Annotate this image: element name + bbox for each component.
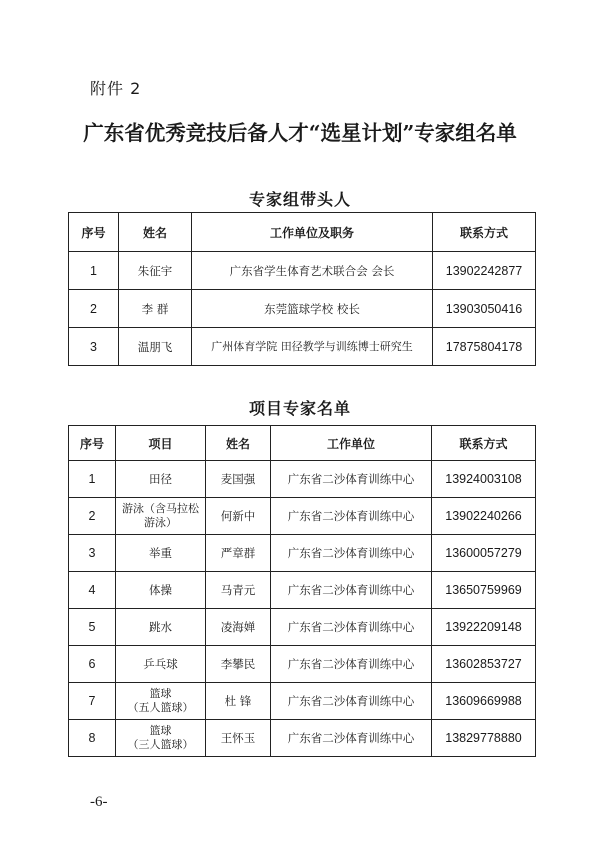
leaders-header-row: [69, 213, 536, 252]
page-number: -6-: [90, 794, 108, 810]
cell-phone: 13922209148: [432, 609, 536, 646]
cell-name: 何新中: [206, 498, 271, 535]
table-row: [69, 290, 536, 328]
cell-name: 温朋飞: [119, 328, 192, 366]
cell-name: 严章群: [206, 535, 271, 572]
cell-sport: [116, 498, 206, 535]
sport-line-1: 篮球: [149, 687, 172, 700]
header-no: 序号: [69, 213, 119, 252]
cell-sport: [116, 461, 206, 498]
experts-table: [68, 425, 536, 757]
cell-unit: 广东省二沙体育训练中心: [271, 683, 432, 720]
table-row: [69, 461, 536, 498]
cell-sport: [116, 720, 206, 757]
cell-phone: 13902240266: [432, 498, 536, 535]
cell-unit: 广东省二沙体育训练中心: [271, 535, 432, 572]
experts-section-title: 项目专家名单: [248, 399, 351, 418]
cell-name: 王怀玉: [206, 720, 271, 757]
cell-phone: 13602853727: [432, 646, 536, 683]
cell-no: 7: [69, 683, 116, 720]
cell-phone: 13829778880: [432, 720, 536, 757]
header-contact: 联系方式: [432, 426, 536, 461]
cell-sport: [116, 646, 206, 683]
table-row: [69, 646, 536, 683]
cell-sport: [116, 683, 206, 720]
cell-no: 3: [69, 535, 116, 572]
leaders-table: [68, 212, 536, 366]
cell-sport: [116, 609, 206, 646]
sport-line-2: 游泳）: [144, 516, 177, 529]
cell-sport: [116, 572, 206, 609]
header-no: 序号: [69, 426, 116, 461]
experts-header-row: [69, 426, 536, 461]
cell-phone: 13924003108: [432, 461, 536, 498]
sport-line-2: （五人篮球）: [127, 701, 194, 714]
header-contact: 联系方式: [433, 213, 536, 252]
table-row: [69, 498, 536, 535]
cell-name: 马青元: [206, 572, 271, 609]
cell-unit: 东莞篮球学校 校长: [192, 290, 433, 328]
header-name: 姓名: [206, 426, 271, 461]
cell-name: 李 群: [119, 290, 192, 328]
cell-no: 3: [69, 328, 119, 366]
header-name: 姓名: [119, 213, 192, 252]
cell-unit: 广东省二沙体育训练中心: [271, 646, 432, 683]
cell-unit: 广州体育学院 田径教学与训练博士研究生: [192, 328, 433, 366]
table-row: [69, 572, 536, 609]
sport-line-1: 举重: [149, 546, 172, 560]
cell-unit: 广东省二沙体育训练中心: [271, 572, 432, 609]
cell-phone: 13600057279: [432, 535, 536, 572]
cell-phone: 13609669988: [432, 683, 536, 720]
table-row: [69, 609, 536, 646]
cell-no: 6: [69, 646, 116, 683]
cell-unit: 广东省二沙体育训练中心: [271, 498, 432, 535]
cell-sport: [116, 535, 206, 572]
cell-phone: 13903050416: [433, 290, 536, 328]
cell-no: 2: [69, 290, 119, 328]
table-row: [69, 720, 536, 757]
cell-unit: 广东省二沙体育训练中心: [271, 609, 432, 646]
sport-line-1: 游泳（含马拉松: [122, 502, 199, 515]
cell-unit: 广东省二沙体育训练中心: [271, 461, 432, 498]
cell-no: 8: [69, 720, 116, 757]
header-unit: 工作单位: [271, 426, 432, 461]
cell-no: 2: [69, 498, 116, 535]
cell-name: 杜 锋: [206, 683, 271, 720]
cell-no: 4: [69, 572, 116, 609]
sport-line-1: 乒乓球: [143, 657, 178, 671]
sport-line-1: 体操: [149, 583, 172, 597]
cell-phone: 13902242877: [433, 252, 536, 290]
cell-name: 凌海婵: [206, 609, 271, 646]
table-row: [69, 328, 536, 366]
cell-unit: 广东省二沙体育训练中心: [271, 720, 432, 757]
page-title: 广东省优秀竞技后备人才“选星计划”专家组名单: [83, 121, 517, 145]
attachment-label: 附件 2: [90, 79, 142, 98]
sport-line-1: 篮球: [149, 724, 172, 737]
cell-phone: 13650759969: [432, 572, 536, 609]
sport-line-2: （三人篮球）: [127, 738, 194, 751]
cell-no: 5: [69, 609, 116, 646]
cell-no: 1: [69, 252, 119, 290]
table-row: [69, 683, 536, 720]
cell-no: 1: [69, 461, 116, 498]
cell-name: 李攀民: [206, 646, 271, 683]
header-sport: 项目: [116, 426, 206, 461]
table-row: [69, 535, 536, 572]
cell-phone: 17875804178: [433, 328, 536, 366]
sport-line-1: 跳水: [149, 620, 172, 634]
cell-name: 麦国强: [206, 461, 271, 498]
table-row: [69, 252, 536, 290]
leaders-section-title: 专家组带头人: [248, 190, 351, 209]
cell-unit: 广东省学生体育艺术联合会 会长: [192, 252, 433, 290]
sport-line-1: 田径: [149, 472, 172, 486]
cell-name: 朱征宇: [119, 252, 192, 290]
header-unit-position: 工作单位及职务: [192, 213, 433, 252]
